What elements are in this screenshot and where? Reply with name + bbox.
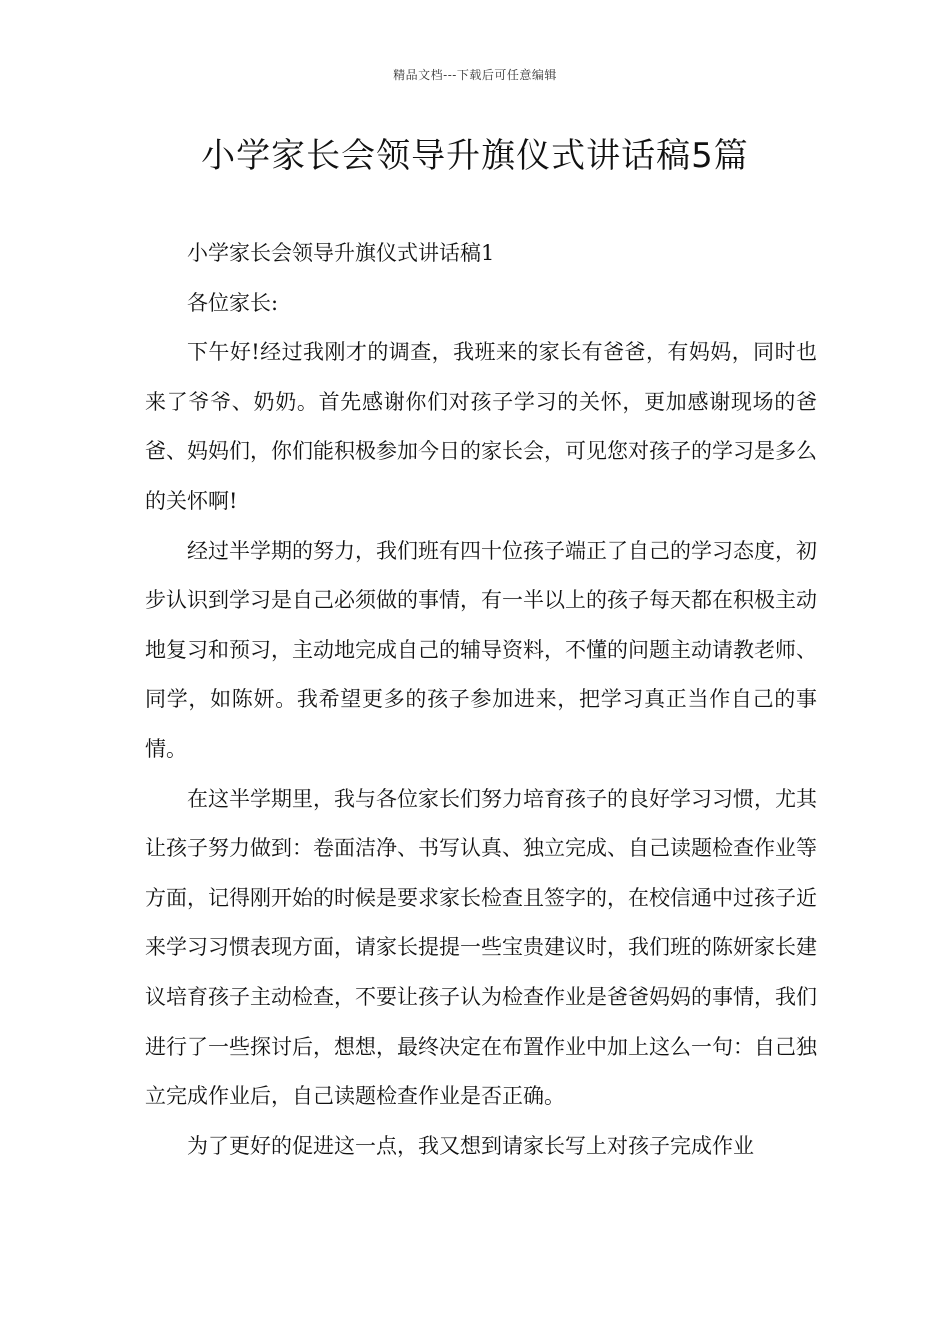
paragraph: 下午好!经过我刚才的调查，我班来的家长有爸爸，有妈妈，同时也来了爷爷、奶奶。首先感谢你们对孩子学习的关怀，更加感谢现场的爸爸、妈妈们，你们能积极参加今日的家长会，可见您对孩子的学习是多么的关怀啊! [145, 340, 817, 513]
paragraph: 经过半学期的努力，我们班有四十位孩子端正了自己的学习态度，初步认识到学习是自己必须做的事情，有一半以上的孩子每天都在积极主动地复习和预习，主动地完成自己的辅导资料，不懂的问题主动请教老师、同学，如陈妍。我希望更多的孩子参加进来，把学习真正当作自己的事情。 [145, 538, 817, 761]
document-body [145, 229, 817, 1171]
header-note: 精品文档---下载后可任意编辑 [393, 68, 557, 82]
paragraph: 为了更好的促进这一点，我又想到请家长写上对孩子完成作业 [187, 1133, 754, 1158]
paragraph: 在这半学期里，我与各位家长们努力培育孩子的良好学习习惯，尤其让孩子努力做到：卷面洁净、书写认真、独立完成、自己读题检查作业等方面，记得刚开始的时候是要求家长检查且签字的，在校信通中过孩子近来学习习惯表现方面，请家长提提一些宝贵建议时，我们班的陈妍家长建议培育孩子主动检查，不要让孩子认为检查作业是爸爸妈妈的事情，我们进行了一些探讨后，想想，最终决定在布置作业中加上这么一句：自己独立完成作业后，自己读题检查作业是否正确。 [145, 786, 817, 1109]
salutation: 各位家长: [187, 290, 279, 315]
document-title: 小学家长会领导升旗仪式讲话稿5篇 [201, 136, 749, 176]
section-heading: 小学家长会领导升旗仪式讲话稿1 [187, 241, 495, 265]
